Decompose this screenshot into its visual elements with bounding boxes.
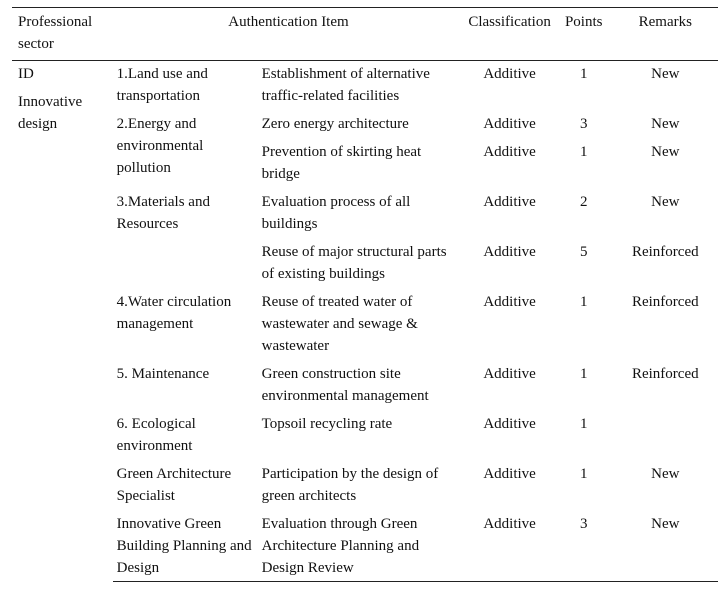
classification-cell: Additive [483, 366, 536, 382]
item-cell: Establishment of alternative traffic-related facilities [261, 66, 430, 104]
table-row [12, 461, 718, 511]
remarks-cell: Reinforced [631, 366, 699, 382]
certification-table [12, 7, 718, 582]
item-cell: Zero energy architecture [261, 116, 409, 132]
item-cell: Reuse of treated water of wastewater and sewage & wastewater [261, 294, 418, 354]
item-cell: Prevention of skirting heat bridge [261, 144, 422, 182]
remarks-cell: New [651, 144, 680, 160]
classification-cell: Additive [483, 144, 536, 160]
sector-id: ID [18, 66, 34, 82]
table-row [12, 511, 718, 582]
category-cell: 1.Land use and transportation [116, 66, 208, 104]
table-row [12, 111, 718, 139]
classification-cell: Additive [483, 116, 536, 132]
header-auth-item: Authentication Item [113, 8, 465, 61]
table-header [12, 8, 718, 61]
remarks-cell: New [651, 66, 680, 82]
item-cell: Topsoil recycling rate [261, 416, 393, 432]
points-cell: 5 [579, 244, 588, 260]
table-row [12, 411, 718, 461]
category-cell: 5. Maintenance [116, 366, 210, 382]
classification-cell: Additive [483, 194, 536, 210]
points-cell: 2 [579, 194, 588, 210]
classification-cell: Additive [483, 66, 536, 82]
remarks-cell: Reinforced [631, 294, 699, 310]
table-row [12, 61, 718, 112]
header-row [12, 8, 718, 61]
remarks-cell: New [613, 511, 718, 582]
points-cell: 3 [555, 511, 613, 582]
category-cell: 4.Water circulation management [116, 294, 232, 332]
points-cell: 1 [579, 416, 588, 432]
classification-cell: Additive [483, 294, 536, 310]
table-row [12, 289, 718, 361]
points-cell: 1 [579, 294, 588, 310]
remarks-cell [613, 411, 718, 461]
category-cell: 2.Energy and environmental pollution [116, 116, 204, 176]
item-cell: Green construction site environmental management [261, 366, 429, 404]
remarks-cell: New [651, 466, 680, 482]
classification-cell: Additive [483, 466, 536, 482]
header-points: Points [555, 8, 613, 61]
table-row [12, 361, 718, 411]
category-cell: 6. Ecological environment [116, 416, 196, 454]
classification-cell: Additive [464, 511, 555, 582]
table-body [12, 61, 718, 582]
item-cell: Participation by the design of green architects [261, 466, 439, 504]
sector-name: Innovative design [18, 94, 83, 132]
category-cell: Innovative Green Building Planning and Design [113, 511, 258, 582]
category-cell: Green Architecture Specialist [116, 466, 232, 504]
table-row [12, 189, 718, 239]
classification-cell: Additive [483, 244, 536, 260]
remarks-cell: New [651, 116, 680, 132]
item-cell: Evaluation process of all buildings [261, 194, 411, 232]
item-cell: Evaluation through Green Architecture Planning and Design Review [258, 511, 465, 582]
remarks-cell: New [651, 194, 680, 210]
header-remarks: Remarks [613, 8, 718, 61]
item-cell: Reuse of major structural parts of existing buildings [261, 244, 447, 282]
remarks-cell: Reinforced [631, 244, 699, 260]
points-cell: 1 [579, 144, 588, 160]
points-cell: 3 [579, 116, 588, 132]
header-classification: Classification [464, 8, 555, 61]
points-cell: 1 [579, 366, 588, 382]
header-sector: Professional sector [12, 8, 113, 61]
classification-cell: Additive [483, 416, 536, 432]
points-cell: 1 [579, 466, 588, 482]
points-cell: 1 [579, 66, 588, 82]
sector-cell [12, 61, 113, 582]
category-cell: 3.Materials and Resources [116, 194, 210, 232]
